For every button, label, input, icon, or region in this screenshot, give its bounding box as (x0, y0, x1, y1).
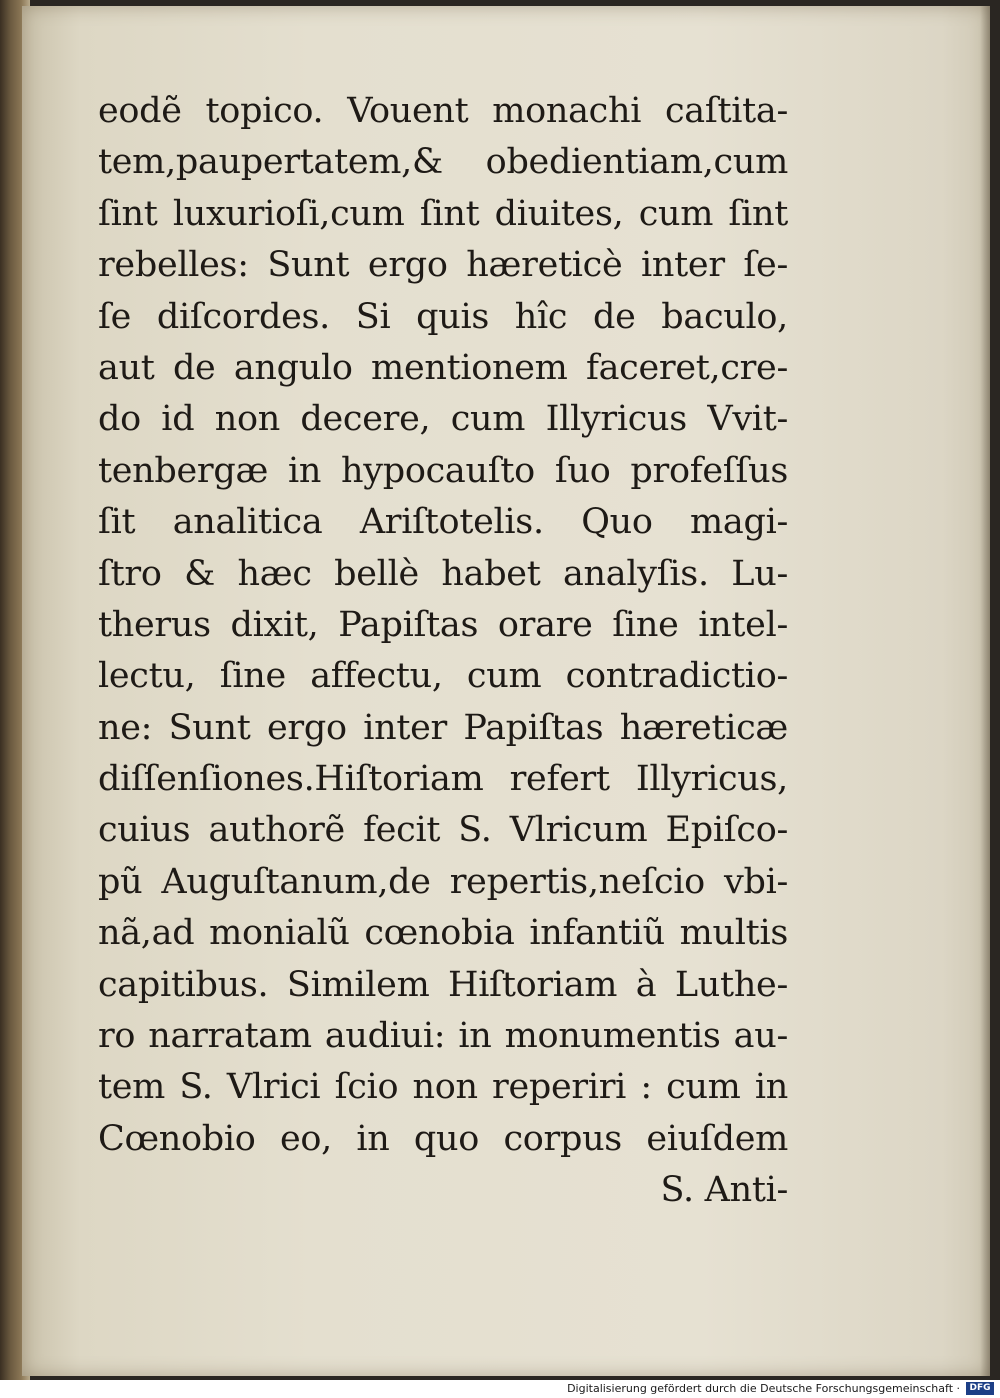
text-line: do id non decere, cum Illyricus Vvit- (98, 399, 788, 440)
catchword: S. Anti- (660, 1170, 788, 1211)
text-line: ſtro & hæc bellè habet analyſis. Lu- (98, 553, 788, 594)
dfg-logo-icon: DFG (966, 1382, 994, 1395)
page-text (98, 86, 788, 1217)
text-line: eodẽ topico. Vouent monachi caſtita- (98, 91, 788, 131)
text-line: tem,paupertatem,& obedientiam,cum (98, 142, 788, 183)
text-line: capitibus. Similem Hiſtoriam à Luthe- (98, 964, 788, 1005)
text-line: rebelles: Sunt ergo hæreticè inter ſe- (98, 245, 788, 286)
text-line: tem S. Vlrici ſcio non reperiri : cum in (98, 1067, 788, 1108)
text-line: lectu, ſine affectu, cum contradictio- (98, 656, 788, 697)
digitization-footer (0, 1380, 1000, 1398)
text-line: Cœnobio eo, in quo corpus eiuſdem (98, 1118, 788, 1159)
text-line: ſe diſcordes. Si quis hîc de baculo, (98, 296, 788, 337)
page-edge-shadow (980, 6, 990, 1376)
text-line: pũ Auguſtanum,de repertis,neſcio vbi- (98, 861, 788, 902)
text-line: aut de angulo mentionem faceret,cre- (98, 347, 788, 388)
text-line: tenbergæ in hypocauſto ſuo profeſſus (98, 450, 788, 491)
text-line: ſint luxurioſi,cum ſint diuites, cum ſint (98, 193, 788, 234)
text-line: cuius authorẽ fecit S. Vlricum Epiſco- (98, 810, 788, 851)
text-line: therus dixit, Papiſtas orare ſine intel- (98, 604, 788, 645)
funding-credit: Digitalisierung gefördert durch die Deutsche Forschungsgemeinschaft · (567, 1382, 960, 1395)
text-line: ſit analitica Ariſtotelis. Quo magi- (98, 502, 788, 543)
text-line: ro narratam audiui: in monumentis au- (98, 1016, 788, 1057)
text-line: diſſenſiones.Hiſtoriam refert Illyricus, (98, 759, 788, 800)
text-line: nã,ad monialũ cœnobia infantiũ multis (98, 913, 788, 954)
text-line: ne: Sunt ergo inter Papiſtas hæreticæ (98, 707, 788, 748)
